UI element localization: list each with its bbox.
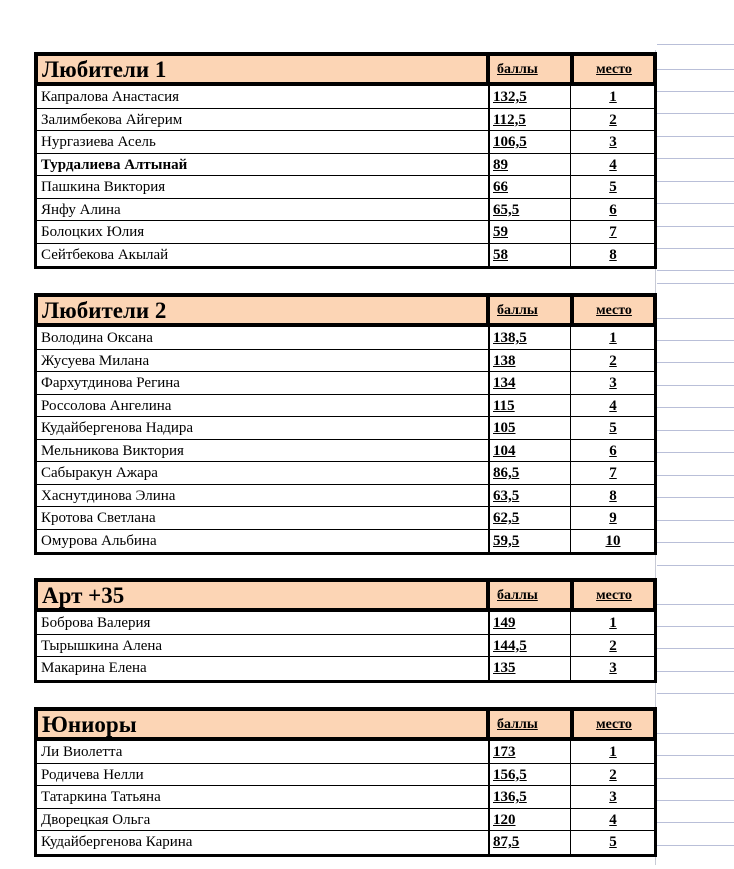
- cell-divider: [488, 507, 490, 529]
- gridline: [657, 520, 734, 521]
- gridline: [657, 822, 734, 823]
- category-header: [34, 707, 657, 741]
- gridline: [657, 475, 734, 476]
- gridline: [657, 497, 734, 498]
- participant-name: Омурова Альбина: [41, 532, 157, 549]
- result-row: [37, 154, 654, 177]
- result-row: [37, 131, 654, 154]
- header-separator: [486, 297, 490, 323]
- gridline: [657, 91, 734, 92]
- gridline: [657, 430, 734, 431]
- place-value: 2: [609, 637, 617, 654]
- result-row: [37, 657, 654, 680]
- place-value: 3: [609, 660, 617, 676]
- category-table: [34, 578, 657, 683]
- result-row: [37, 485, 654, 508]
- gridline: [657, 778, 734, 779]
- header-separator: [486, 711, 490, 737]
- place-value: 6: [609, 201, 617, 218]
- gridline: [657, 604, 734, 605]
- cell-divider: [488, 657, 490, 680]
- participant-name: Боброва Валерия: [41, 615, 151, 631]
- score-value: 86,5: [493, 465, 520, 481]
- cell-divider: [488, 199, 490, 221]
- score-value: 104: [493, 442, 516, 459]
- place-value: 3: [609, 375, 617, 391]
- gridline: [657, 340, 734, 341]
- results-rows: [34, 86, 657, 269]
- place-value: 8: [609, 487, 617, 504]
- participant-name: Жусуева Милана: [41, 352, 150, 369]
- gridline: [657, 733, 734, 734]
- cell-divider: [488, 741, 490, 763]
- score-value: 106,5: [493, 134, 527, 150]
- participant-name: Нургазиева Асель: [41, 134, 156, 150]
- participant-name: Сейтбекова Акылай: [41, 246, 169, 263]
- place-value: 1: [609, 744, 617, 760]
- result-row: [37, 741, 654, 764]
- score-value: 136,5: [493, 789, 527, 805]
- result-row: [37, 764, 654, 787]
- participant-name: Родичева Нелли: [41, 766, 144, 783]
- gridline: [657, 452, 734, 453]
- category-table: [34, 707, 657, 857]
- cell-divider: [488, 786, 490, 808]
- participant-name: Кротова Светлана: [41, 510, 156, 526]
- participant-name: Турдалиева Алтынай: [41, 156, 188, 173]
- place-column-header: место: [596, 303, 632, 318]
- result-row: [37, 530, 654, 553]
- gridline: [657, 283, 734, 284]
- cell-divider: [488, 327, 490, 349]
- participant-name: Дворецкая Ольга: [41, 811, 151, 828]
- score-value: 89: [493, 156, 508, 173]
- place-value: 9: [609, 510, 617, 526]
- score-value: 58: [493, 246, 508, 263]
- cell-divider: [488, 440, 490, 462]
- gridline: [657, 542, 734, 543]
- header-separator: [486, 56, 490, 82]
- score-value: 66: [493, 179, 508, 195]
- place-value: 5: [609, 834, 617, 850]
- place-value: 4: [609, 397, 617, 414]
- score-value: 138,5: [493, 330, 527, 346]
- gridline: [657, 226, 734, 227]
- place-column-header: место: [596, 717, 632, 732]
- result-row: [37, 809, 654, 832]
- category-header: [34, 293, 657, 327]
- gridline: [657, 248, 734, 249]
- cell-divider: [488, 109, 490, 131]
- gridline: [657, 136, 734, 137]
- category-table: [34, 52, 657, 269]
- gridline: [657, 755, 734, 756]
- gridline: [657, 113, 734, 114]
- score-value: 105: [493, 420, 516, 436]
- score-value: 135: [493, 660, 516, 676]
- result-row: [37, 786, 654, 809]
- category-header: [34, 578, 657, 612]
- participant-name: Фархутдинова Регина: [41, 375, 180, 391]
- cell-divider: [488, 417, 490, 439]
- place-value: 7: [609, 224, 617, 240]
- participant-name: Капралова Анастасия: [41, 89, 180, 105]
- participant-name: Володина Оксана: [41, 330, 153, 346]
- cell-divider: [488, 530, 490, 553]
- result-row: [37, 327, 654, 350]
- gridline: [657, 181, 734, 182]
- gridline: [657, 845, 734, 846]
- result-row: [37, 831, 654, 854]
- place-value: 1: [609, 330, 617, 346]
- participant-name: Кудайбергенова Надира: [41, 420, 194, 436]
- category-header: [34, 52, 657, 86]
- participant-name: Тырышкина Алена: [41, 637, 163, 654]
- place-column-header: место: [596, 62, 632, 77]
- cell-divider: [488, 485, 490, 507]
- result-row: [37, 462, 654, 485]
- result-row: [37, 635, 654, 658]
- score-column-header: баллы: [497, 717, 538, 732]
- score-column-header: баллы: [497, 62, 538, 77]
- score-value: 120: [493, 811, 516, 828]
- cell-divider: [488, 809, 490, 831]
- cell-divider: [488, 86, 490, 108]
- place-value: 10: [605, 532, 621, 549]
- score-column-header: баллы: [497, 303, 538, 318]
- result-row: [37, 507, 654, 530]
- cell-divider: [488, 764, 490, 786]
- gridline: [657, 385, 734, 386]
- result-row: [37, 86, 654, 109]
- gridline: [657, 800, 734, 801]
- place-value: 6: [609, 442, 617, 459]
- participant-name: Ли Виолетта: [41, 744, 123, 760]
- place-value: 4: [609, 156, 617, 173]
- score-value: 149: [493, 615, 516, 631]
- result-row: [37, 612, 654, 635]
- cell-divider: [488, 131, 490, 153]
- category-title: Любители 1: [42, 57, 167, 82]
- category-table: [34, 293, 657, 555]
- score-value: 59,5: [493, 532, 520, 549]
- result-row: [37, 109, 654, 132]
- gridline: [657, 362, 734, 363]
- result-row: [37, 350, 654, 373]
- participant-name: Залимбекова Айгерим: [41, 111, 183, 128]
- gridline: [657, 44, 734, 45]
- gridline: [657, 270, 734, 271]
- score-value: 132,5: [493, 89, 527, 105]
- result-row: [37, 176, 654, 199]
- score-value: 112,5: [493, 111, 526, 128]
- score-value: 173: [493, 744, 516, 760]
- results-rows: [34, 612, 657, 683]
- place-value: 2: [609, 766, 617, 783]
- gridline: [657, 158, 734, 159]
- participant-name: Пашкина Виктория: [41, 179, 166, 195]
- gridline: [657, 626, 734, 627]
- score-value: 134: [493, 375, 516, 391]
- place-value: 3: [609, 789, 617, 805]
- place-value: 1: [609, 89, 617, 105]
- gridline: [657, 407, 734, 408]
- result-row: [37, 221, 654, 244]
- place-value: 5: [609, 420, 617, 436]
- cell-divider: [488, 462, 490, 484]
- gridline: [657, 69, 734, 70]
- cell-divider: [488, 176, 490, 198]
- participant-name: Кудайбергенова Карина: [41, 834, 193, 850]
- score-value: 138: [493, 352, 516, 369]
- score-value: 59: [493, 224, 508, 240]
- result-row: [37, 395, 654, 418]
- score-column-header: баллы: [497, 588, 538, 603]
- place-value: 1: [609, 615, 617, 631]
- gridline: [657, 648, 734, 649]
- result-row: [37, 372, 654, 395]
- participant-name: Янфу Алина: [41, 201, 121, 218]
- cell-divider: [488, 221, 490, 243]
- score-value: 156,5: [493, 766, 527, 783]
- participant-name: Татаркина Татьяна: [41, 789, 161, 805]
- cell-divider: [488, 612, 490, 634]
- score-value: 115: [493, 397, 515, 414]
- category-title: Арт +35: [42, 583, 125, 608]
- results-rows: [34, 327, 657, 555]
- cell-divider: [488, 635, 490, 657]
- place-column-header: место: [596, 588, 632, 603]
- category-title: Любители 2: [42, 298, 167, 323]
- participant-name: Сабыракун Ажара: [41, 465, 158, 481]
- participant-name: Болоцких Юлия: [41, 224, 145, 240]
- cell-divider: [488, 372, 490, 394]
- category-title: Юниоры: [42, 712, 137, 737]
- participant-name: Макарина Елена: [41, 660, 147, 676]
- cell-divider: [488, 831, 490, 854]
- place-value: 2: [609, 352, 617, 369]
- header-separator: [486, 582, 490, 608]
- score-value: 62,5: [493, 510, 520, 526]
- gridline: [657, 693, 734, 694]
- score-value: 63,5: [493, 487, 520, 504]
- results-rows: [34, 741, 657, 857]
- score-value: 144,5: [493, 637, 527, 654]
- gridline: [657, 671, 734, 672]
- score-value: 87,5: [493, 834, 520, 850]
- result-row: [37, 199, 654, 222]
- result-row: [37, 440, 654, 463]
- gridline: [657, 318, 734, 319]
- gridline: [657, 203, 734, 204]
- place-value: 7: [609, 465, 617, 481]
- participant-name: Мельникова Виктория: [41, 442, 184, 459]
- cell-divider: [488, 395, 490, 417]
- cell-divider: [488, 350, 490, 372]
- place-value: 8: [609, 246, 617, 263]
- cell-divider: [488, 154, 490, 176]
- place-value: 5: [609, 179, 617, 195]
- cell-divider: [488, 244, 490, 267]
- result-row: [37, 244, 654, 267]
- place-value: 2: [609, 111, 617, 128]
- gridline: [657, 565, 734, 566]
- place-value: 3: [609, 134, 617, 150]
- participant-name: Хаснутдинова Элина: [41, 487, 176, 504]
- place-value: 4: [609, 811, 617, 828]
- participant-name: Россолова Ангелина: [41, 397, 172, 414]
- score-value: 65,5: [493, 201, 520, 218]
- result-row: [37, 417, 654, 440]
